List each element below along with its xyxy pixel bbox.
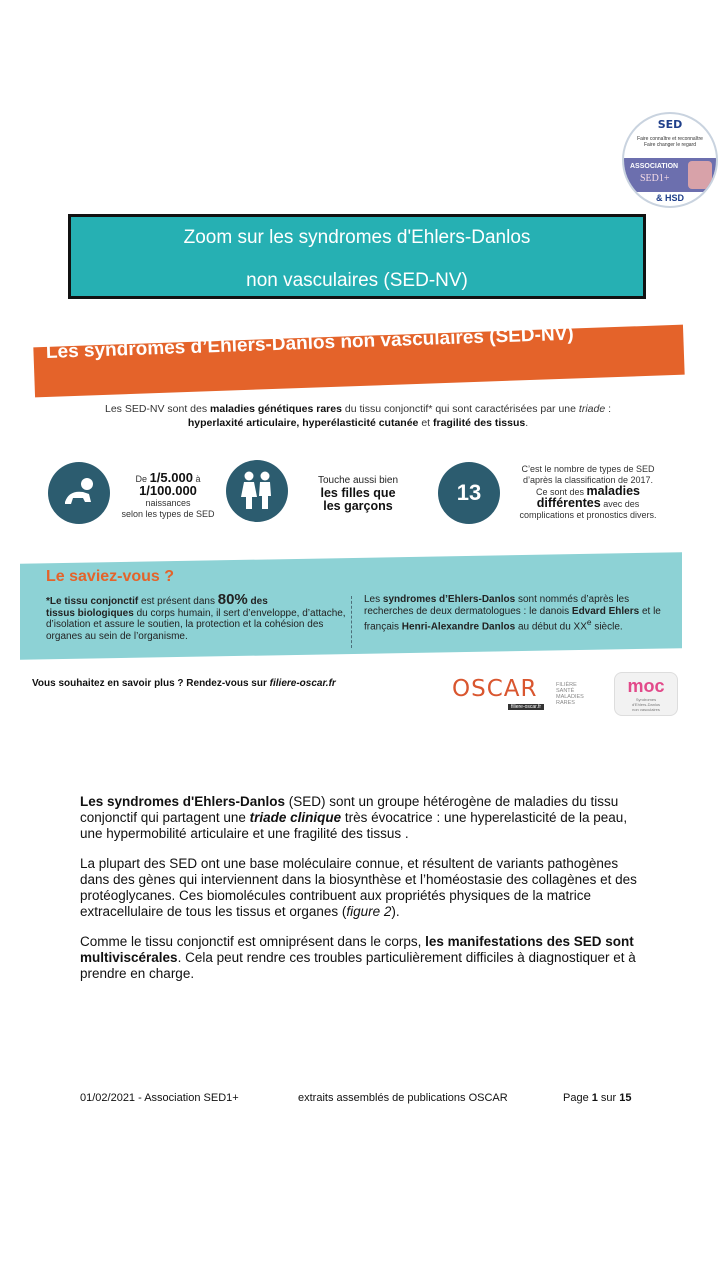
moc-logo (614, 672, 678, 716)
saviez-bold: des (247, 596, 268, 607)
logo-band (624, 158, 716, 192)
footer-page-number (563, 1092, 632, 1104)
saviez-text: du corps humain, il sert d’enveloppe, d’attache, d’isolation et assure le soutien, la protection et la cohésion des organes au sein de l’organisme. (46, 607, 346, 642)
paragraph-text: ). (391, 904, 400, 919)
oscar-wordmark: OSCAR (452, 676, 538, 702)
oscar-sub-line: MALADIES (556, 694, 584, 700)
document-title-box (68, 214, 646, 299)
saviez-bold: Henri-Alexandre Danlos (401, 621, 516, 633)
more-info-link[interactable]: filiere-oscar.fr (269, 678, 336, 689)
saviez-text: et le français (364, 605, 661, 633)
stat-text: naissances (145, 498, 191, 508)
logo-assoc: ASSOCIATION (630, 163, 679, 170)
paragraph-bold: Les syndromes d'Ehlers-Danlos (80, 794, 286, 809)
infographic-banner-title: Les syndromes d’Ehlers-Danlos non vasculaires (SED-NV) (45, 323, 574, 363)
infographic-intro (58, 402, 658, 430)
saviez-percent: 80% (217, 591, 248, 608)
saviez-text: sont nommés d’après les recherches de deux dermatologues : le danois (364, 594, 630, 617)
saviez-bold: *Le tissu conjonctif (46, 596, 139, 607)
paragraph-text: très évocatrice : une hyperelasticité de la peau, une hypermobilité articulaire et une fragilité des tissus . (80, 810, 628, 841)
stat-gender (306, 474, 410, 513)
association-logo (622, 112, 718, 208)
footer-page-text: Page (563, 1092, 592, 1104)
footer-source: extraits assemblés de publications OSCAR (298, 1092, 508, 1104)
logo-tagline-2: Faire changer le regard (644, 142, 696, 148)
saviez-text: est présent dans (138, 596, 218, 607)
stat-text: d’après la classification de 2017. (522, 475, 654, 485)
paragraph-italic: figure 2 (346, 904, 392, 919)
footer-page-text: sur (597, 1092, 620, 1104)
moc-wordmark: moc (627, 676, 665, 696)
saviez-bold: tissus biologiques (46, 607, 134, 619)
logo-tagline-1: Faire connaître et reconnaître (637, 136, 703, 142)
paragraph-bold-italic: triade clinique (249, 810, 342, 825)
paragraph-2 (80, 856, 638, 920)
did-you-know-title: Le saviez-vous ? (46, 568, 175, 585)
saviez-text: siècle. (591, 621, 623, 633)
did-you-know-left (46, 591, 346, 642)
oscar-sub-line: RARES (556, 700, 575, 706)
intro-text: : (605, 403, 612, 415)
moc-sub-line: d'Ehlers-Danlos (631, 702, 661, 707)
stat-value: 1/5.000 (149, 470, 193, 485)
intro-bold: maladies génétiques rares (210, 403, 342, 415)
stat-value: différentes (536, 496, 601, 510)
logo-top-text: SED (657, 118, 683, 131)
footer-page-total: 15 (619, 1092, 632, 1104)
logo-photo (688, 161, 712, 189)
stat-text: avec des (600, 499, 640, 509)
stat-text: De (135, 474, 150, 484)
saviez-bold: syndromes d’Ehlers-Danlos (382, 594, 516, 605)
oscar-subtitle (556, 682, 584, 706)
title-line-2: non vasculaires (SED-NV) (246, 270, 468, 291)
stat-value: 1/100.000 (139, 483, 197, 498)
stat-value: les garçons (323, 499, 393, 513)
logo-bottom-text: & HSD (655, 193, 684, 203)
paragraph-text: La plupart des SED ont une base moléculaire connue, et résultent de variants pathogènes dans des gènes qui interviennent dans la biosynthèse et l’homéostasie des collagènes et des protéoglycanes. Ces biomolécules contribuent aux propriétés physiques de la matrice extracellulaire de tous les tissus et organes ( (80, 856, 637, 919)
logo-tagline (624, 136, 716, 148)
oscar-logo (452, 676, 600, 710)
stat-text: C’est le nombre de types de SED (521, 464, 655, 474)
logo-name: SED1+ (640, 173, 670, 184)
title-line-1: Zoom sur les syndromes d'Ehlers-Danlos (183, 227, 531, 248)
paragraph-text: Comme le tissu conjonctif est omniprésent dans le corps, (80, 934, 426, 949)
intro-text: du tissu conjonctif* qui sont caractérisées par une (341, 403, 579, 415)
stat-text: selon les types de SED (121, 509, 215, 519)
moc-sub-line: non vasculaires (632, 707, 660, 712)
intro-text: Les SED-NV sont des (104, 403, 211, 415)
saviez-bold: Edvard Ehlers (571, 605, 640, 617)
girl-boy-icon (226, 460, 288, 522)
more-info-line (32, 678, 336, 689)
intro-bold: hyperlaxité articulaire, hyperélasticité cutanée (187, 417, 419, 429)
did-you-know-right (364, 594, 664, 633)
intro-bold: fragilité des tissus (433, 417, 526, 429)
oscar-sub-line: FILIÈRE (556, 682, 577, 688)
stat-value: maladies (586, 484, 641, 498)
stat-value: les filles que (320, 486, 396, 500)
stat-text: Ce sont des (535, 487, 587, 497)
intro-text: . (525, 417, 529, 429)
paragraph-1 (80, 794, 638, 842)
oscar-url: filiere-oscar.fr (508, 704, 544, 710)
stat-text: à (192, 474, 201, 484)
saviez-text: Les (364, 594, 383, 605)
paragraph-3 (80, 934, 638, 982)
did-you-know-divider (351, 596, 352, 648)
intro-italic: triade (578, 403, 606, 415)
stat-text: Touche aussi bien (317, 475, 399, 486)
stat-text: complications et pronostics divers. (519, 510, 657, 520)
stat-prevalence (112, 472, 224, 520)
types-count-badge: 13 (438, 462, 500, 524)
intro-text: et (418, 417, 433, 429)
saviez-text: au début du XX (515, 621, 587, 633)
baby-icon (48, 462, 110, 524)
footer-date: 01/02/2021 - Association SED1+ (80, 1092, 239, 1104)
paragraph-text: (SED) sont un groupe hétérogène de maladies du tissu conjonctif qui partagent une (80, 794, 619, 825)
footer-page-current: 1 (591, 1092, 598, 1104)
paragraph-bold: les manifestations des SED sont multiviscérales (80, 934, 634, 965)
more-info-text: Vous souhaitez en savoir plus ? Rendez-vous sur (32, 678, 270, 689)
moc-sub-line: Syndromes (635, 697, 657, 702)
stat-types (510, 464, 666, 521)
saviez-sup: e (586, 617, 592, 627)
paragraph-text: . Cela peut rendre ces troubles particulièrement difficiles à diagnostiquer et à prendre en charge. (80, 950, 636, 981)
oscar-sub-line: SANTÉ (556, 688, 575, 694)
